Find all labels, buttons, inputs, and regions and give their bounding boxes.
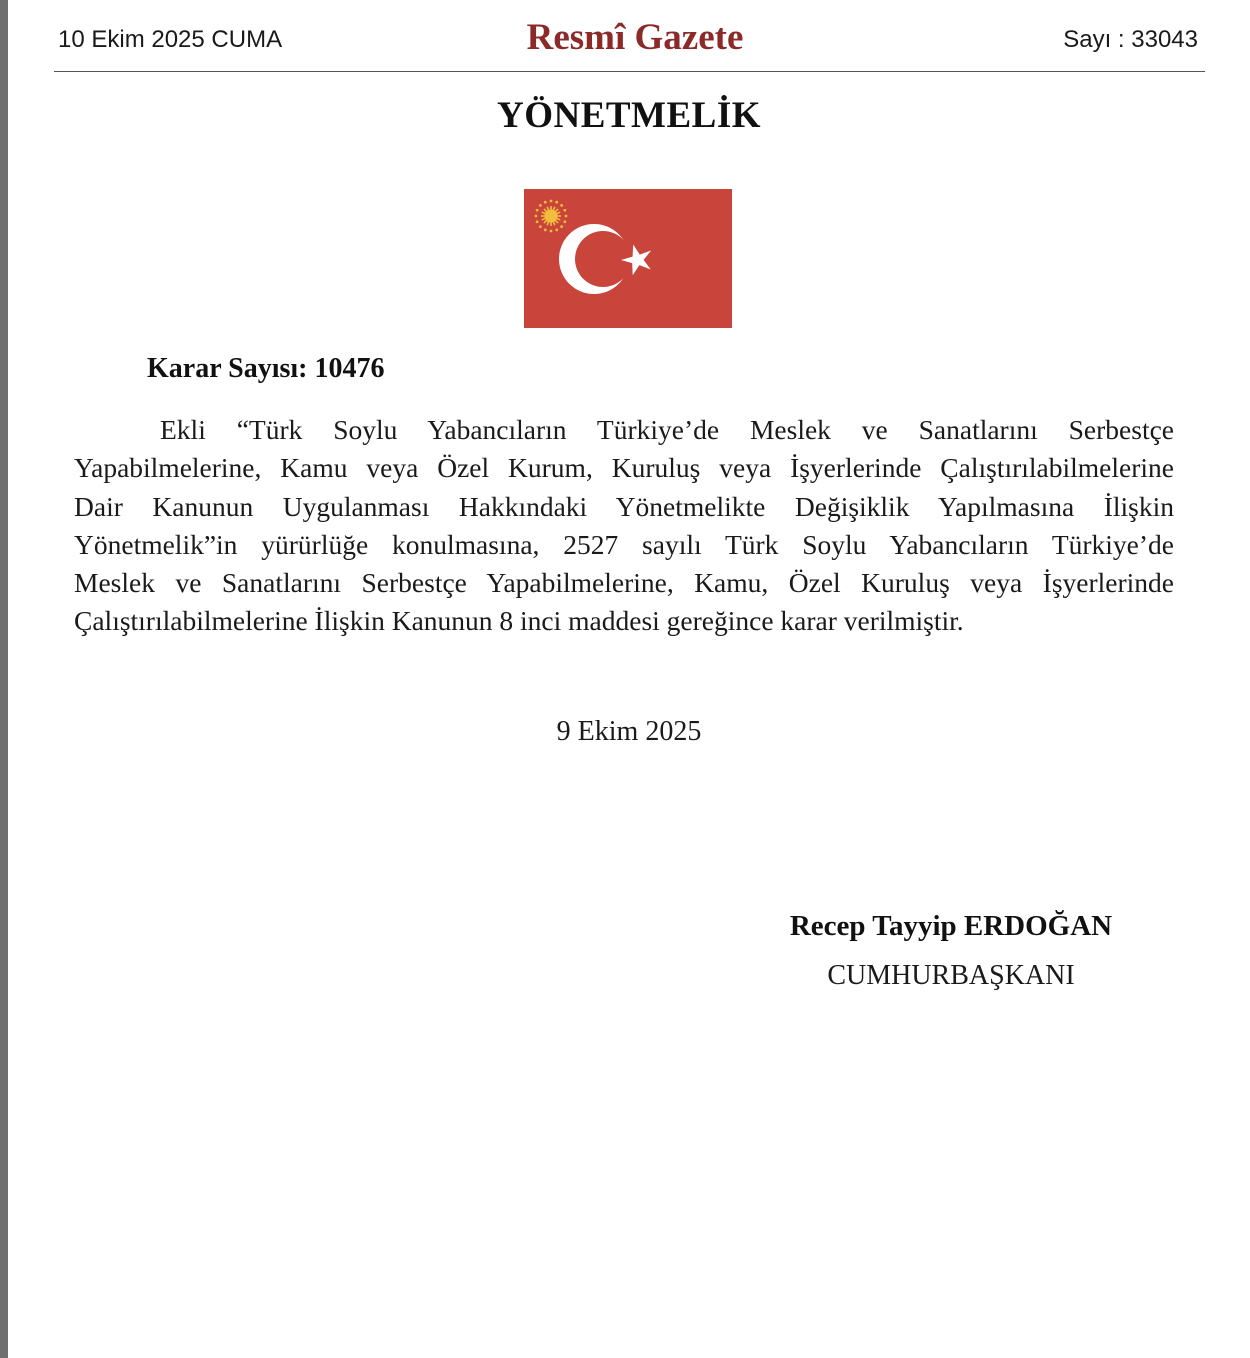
gazette-title: Resmî Gazete (526, 17, 744, 58)
presidential-flag-icon (524, 189, 732, 328)
emblem-star (535, 215, 538, 218)
decision-date: 9 Ekim 2025 (556, 716, 702, 747)
signer-title: CUMHURBAŞKANI (827, 960, 1075, 991)
header-divider (54, 71, 1205, 72)
document-type-heading: YÖNETMELİK (496, 95, 762, 136)
emblem-star (536, 220, 539, 223)
emblem-star (539, 225, 542, 228)
emblem-star (544, 228, 547, 231)
emblem-star (550, 230, 553, 233)
emblem-star (560, 204, 563, 207)
body-line: Ekli “Türk Soylu Yabancıların Türkiye’de Meslek ve Sanatlarını Serbestçe (160, 414, 1174, 445)
emblem-star (539, 204, 542, 207)
viewer-left-edge (0, 0, 8, 1358)
body-line: Meslek ve Sanatlarını Serbestçe Yapabilmelerine, Kamu, Özel Kuruluş veya İşyerlerinde (74, 567, 1174, 599)
emblem-star (544, 201, 547, 204)
emblem-star (565, 215, 568, 218)
decision-body (74, 411, 1174, 641)
emblem-star (563, 220, 566, 223)
body-line: Çalıştırılabilmelerine İlişkin Kanunun 8 inci maddesi gereğince karar verilmiştir. (74, 605, 964, 637)
emblem-star (555, 228, 558, 231)
emblem-star (550, 200, 553, 203)
emblem-star (555, 201, 558, 204)
body-line: Dair Kanunun Uygulanması Hakkındaki Yönetmelikte Değişiklik Yapılmasına İlişkin (74, 490, 1174, 522)
body-line: Yapabilmelerine, Kamu veya Özel Kurum, Kuruluş veya İşyerlerinde Çalıştırılabilmelerine (74, 452, 1174, 484)
gazette-date: 10 Ekim 2025 CUMA (58, 26, 283, 53)
emblem-star (536, 209, 539, 212)
body-line: Yönetmelik”in yürürlüğe konulmasına, 2527 sayılı Türk Soylu Yabancıların Türkiye’de (74, 528, 1174, 560)
emblem-star (563, 209, 566, 212)
signer-name: Recep Tayyip ERDOĞAN (789, 910, 1113, 942)
decision-number: Karar Sayısı: 10476 (147, 353, 385, 384)
emblem-star (560, 225, 563, 228)
gazette-issue-number: Sayı : 33043 (1063, 26, 1198, 53)
